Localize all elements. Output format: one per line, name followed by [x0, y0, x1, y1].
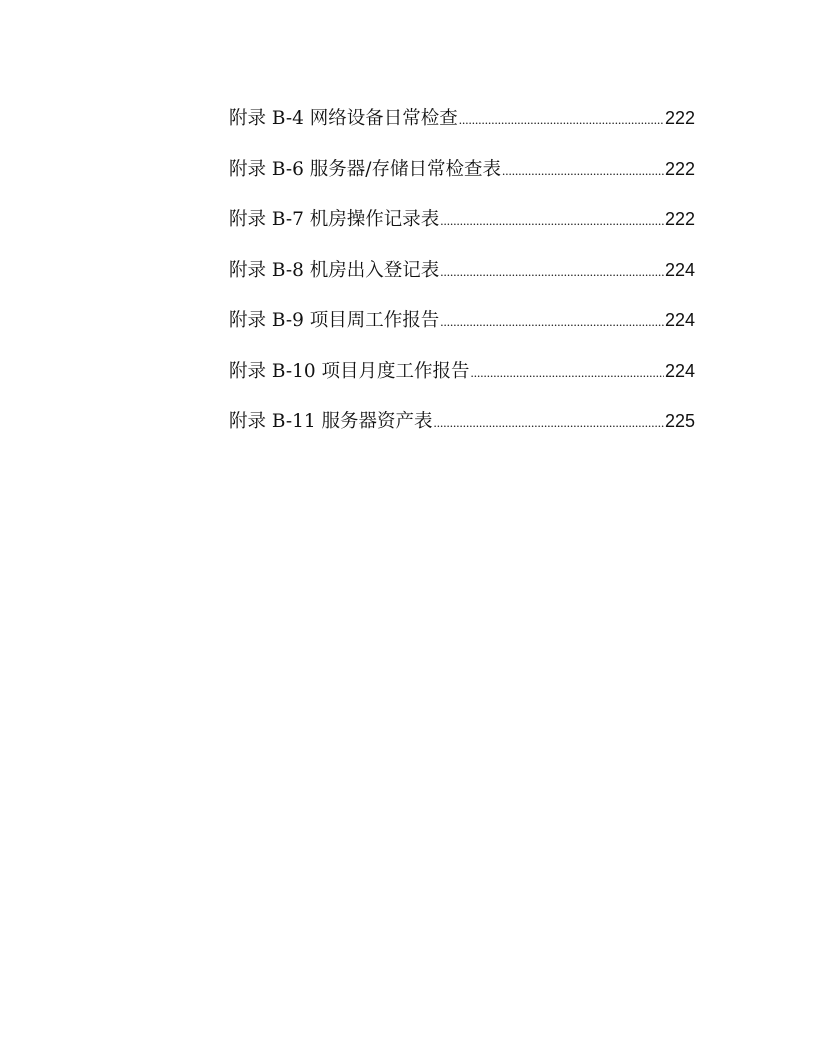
- toc-entry-label: 附录 B-6 服务器/存储日常检查表: [229, 158, 501, 180]
- toc-entry-label: 附录 B-8 机房出入登记表: [229, 259, 440, 281]
- table-of-contents: [229, 104, 695, 458]
- toc-entry[interactable]: [229, 256, 695, 307]
- toc-entry[interactable]: [229, 205, 695, 256]
- toc-dot-leader: [502, 164, 664, 177]
- toc-dot-leader: [440, 315, 664, 328]
- toc-dot-leader: [459, 113, 664, 126]
- toc-entry-label: 附录 B-7 机房操作记录表: [229, 209, 440, 230]
- toc-entry[interactable]: [229, 306, 695, 357]
- toc-page-number: 222: [664, 108, 695, 128]
- toc-entry-label: 附录 B-10 项目月度工作报告: [229, 360, 470, 382]
- toc-entry[interactable]: [229, 357, 695, 408]
- toc-dot-leader: [440, 265, 664, 278]
- toc-dot-leader: [471, 366, 664, 379]
- toc-page-number: 224: [664, 259, 695, 280]
- toc-entry[interactable]: [229, 155, 695, 206]
- toc-entry-label: 附录 B-11 服务器资产表: [229, 411, 433, 432]
- toc-page-number: 222: [664, 209, 695, 229]
- toc-page-number: 222: [664, 158, 695, 179]
- toc-page-number: 224: [664, 310, 695, 330]
- toc-entry[interactable]: [229, 407, 695, 458]
- toc-entry[interactable]: [229, 104, 695, 155]
- toc-entry-label: 附录 B-4 网络设备日常检查: [229, 108, 458, 129]
- toc-dot-leader: [440, 214, 664, 227]
- toc-dot-leader: [434, 416, 664, 429]
- toc-page-number: 225: [664, 411, 695, 431]
- toc-page-number: 224: [664, 360, 695, 381]
- toc-entry-label: 附录 B-9 项目周工作报告: [229, 310, 440, 331]
